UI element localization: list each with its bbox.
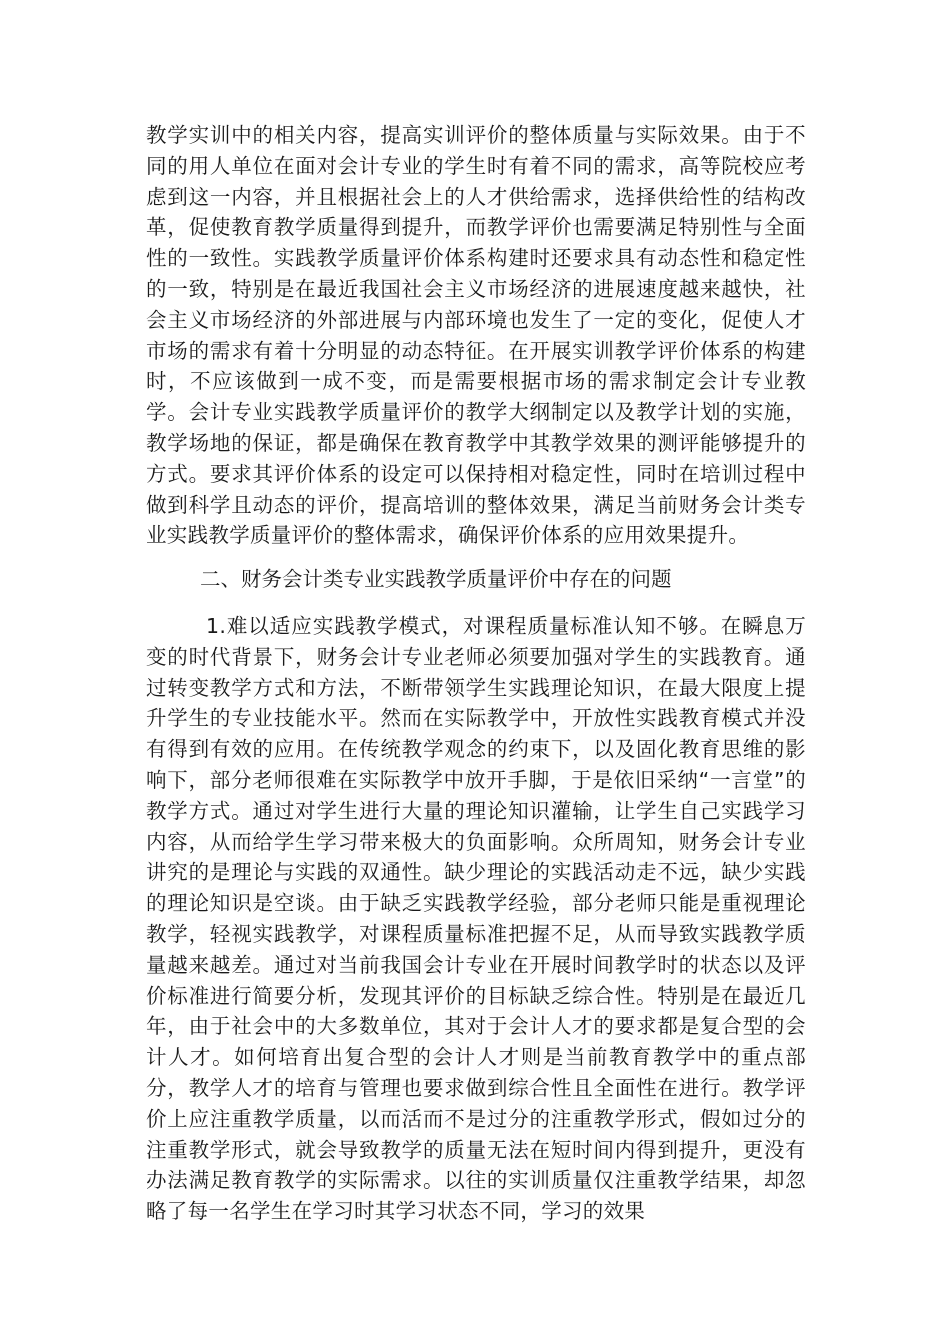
section-heading: 二、财务会计类专业实践教学质量评价中存在的问题 bbox=[200, 567, 672, 591]
body-paragraph: 1.难以适应实践教学模式，对课程质量标准认知不够。在瞬息万变的时代背景下，财务会计专业老师必须要加强对学生的实践教育。通过转变教学方式和方法，不断带领学生实践理论知识，在最大限度上提升学生的专业技能水平。然而在实际教学中，开放性实践教育模式并没有得到有效的应用。在传统教学观念的约束下，以及固化教育思维的影响下，部分老师很难在实际教学中放开手脚，于是依旧采纳“一言堂”的教学方式。通过对学生进行大量的理论知识灌输，让学生自己实践学习内容，从而给学生学习带来极大的负面影响。众所周知，财务会计专业讲究的是理论与实践的双通性。缺少理论的实践活动走不远，缺少实践的理论知识是空谈。由于缺乏实践教学经验，部分老师只能是重视理论教学，轻视实践教学，对课程质量标准把握不足，从而导致实践教学质量越来越差。通过对当前我国会计专业在开展时间教学时的状态以及评价标准进行简要分析，发现其评价的目标缺乏综合性。特别是在最近几年，由于社会中的大多数单位，其对于会计人才的要求都是复合型的会计人才。如何培育出复合型的会计人才则是当前教育教学中的重点部分，教学人才的培育与管理也要求做到综合性且全面性在进行。教学评价上应注重教学质量，以而活而不是过分的注重教学形式，假如过分的注重教学形式，就会导致教学的质量无法在短时间内得到提升，更没有办法满足教育教学的实际需求。以往的实训质量仅注重教学结果，却忽略了每一名学生在学习时其学习状态不同，学习的效果 bbox=[146, 614, 806, 1224]
body-paragraph: 教学实训中的相关内容，提高实训评价的整体质量与实际效果。由于不同的用人单位在面对会计专业的学生时有着不同的需求，高等院校应考虑到这一内容，并且根据社会上的人才供给需求，选择供给性的结构改革，促使教育教学质量得到提升，而教学评价也需要满足特别性与全面性的一致性。实践教学质量评价体系构建时还要求具有动态性和稳定性的一致，特别是在最近我国社会主义市场经济的进展速度越来越快，社会主义市场经济的外部进展与内部环境也发生了一定的变化，促使人才市场的需求有着十分明显的动态特征。在开展实训教学评价体系的构建时，不应该做到一成不变，而是需要根据市场的需求制定会计专业教学。会计专业实践教学质量评价的教学大纲制定以及教学计划的实施，教学场地的保证，都是确保在教育教学中其教学效果的测评能够提升的方式。要求其评价体系的设定可以保持相对稳定性，同时在培训过程中做到科学且动态的评价，提高培训的整体效果，满足当前财务会计类专业实践教学质量评价的整体需求，确保评价体系的应用效果提升。 bbox=[146, 123, 806, 548]
